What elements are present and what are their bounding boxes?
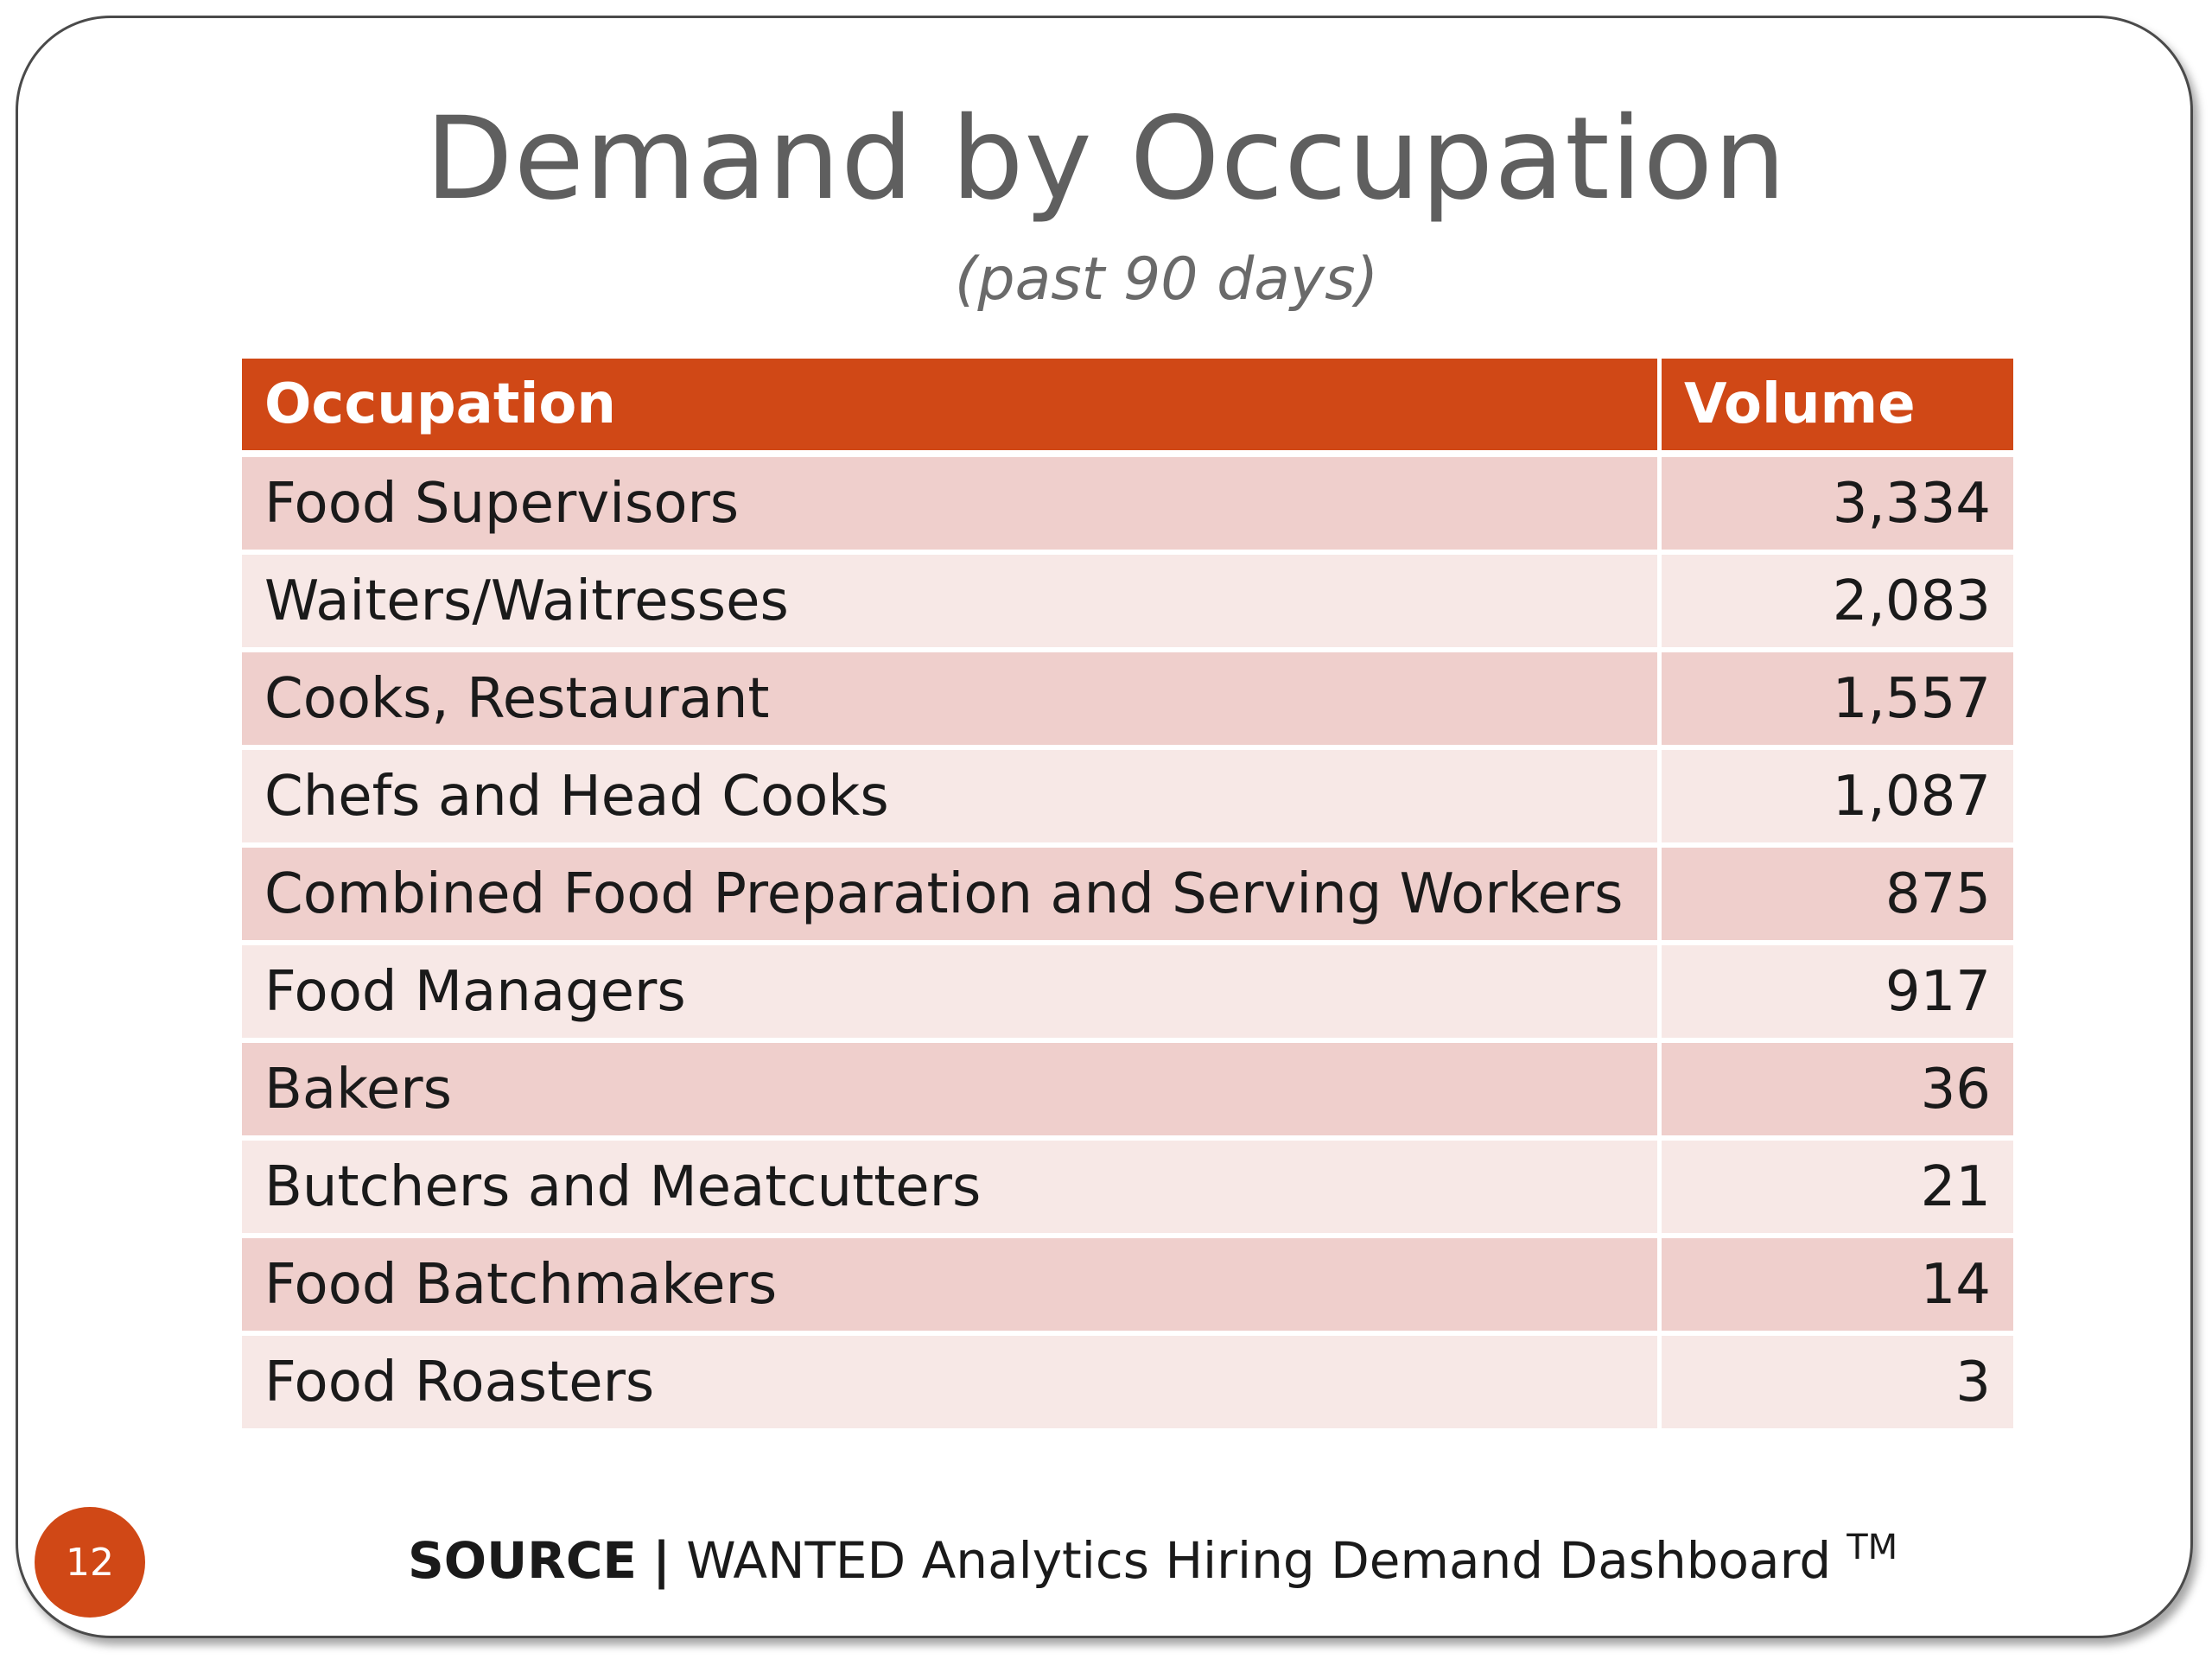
table-row — [242, 555, 2013, 652]
table-row — [242, 652, 2013, 750]
table-row — [242, 457, 2013, 555]
table-row — [242, 945, 2013, 1043]
table-row — [242, 1043, 2013, 1141]
table-header-row — [242, 359, 2013, 457]
volume-cell: 2,083 — [1662, 555, 2013, 652]
header-occupation: Occupation — [242, 359, 1662, 457]
header-volume: Volume — [1662, 359, 2013, 457]
volume-cell: 3 — [1662, 1336, 2013, 1433]
occupation-cell: Food Supervisors — [242, 457, 1662, 555]
table-row — [242, 1141, 2013, 1238]
table-row — [242, 1238, 2013, 1336]
occupation-cell: Cooks, Restaurant — [242, 652, 1662, 750]
volume-cell: 21 — [1662, 1141, 2013, 1238]
occupation-table — [242, 359, 2013, 1433]
occupation-cell: Combined Food Preparation and Serving Workers — [242, 848, 1662, 945]
occupation-cell: Butchers and Meatcutters — [242, 1141, 1662, 1238]
occupation-cell: Food Batchmakers — [242, 1238, 1662, 1336]
occupation-cell: Waiters/Waitresses — [242, 555, 1662, 652]
volume-cell: 36 — [1662, 1043, 2013, 1141]
volume-cell: 875 — [1662, 848, 2013, 945]
volume-cell: 917 — [1662, 945, 2013, 1043]
table-row — [242, 750, 2013, 848]
volume-cell: 14 — [1662, 1238, 2013, 1336]
slide-title: Demand by Occupation — [425, 92, 1787, 226]
source-line — [408, 1528, 1897, 1590]
volume-cell: 3,334 — [1662, 457, 2013, 555]
slide-subtitle: (past 90 days) — [954, 245, 1379, 314]
occupation-cell: Food Managers — [242, 945, 1662, 1043]
table-row — [242, 1336, 2013, 1433]
source-separator: | — [652, 1531, 671, 1590]
page-number-badge: 12 — [35, 1507, 145, 1618]
table-row — [242, 848, 2013, 945]
source-label: SOURCE — [408, 1531, 638, 1590]
occupation-cell: Food Roasters — [242, 1336, 1662, 1433]
volume-cell: 1,087 — [1662, 750, 2013, 848]
volume-cell: 1,557 — [1662, 652, 2013, 750]
source-text: WANTED Analytics Hiring Demand Dashboard — [686, 1531, 1832, 1590]
occupation-cell: Chefs and Head Cooks — [242, 750, 1662, 848]
occupation-cell: Bakers — [242, 1043, 1662, 1141]
trademark-mark: TM — [1847, 1528, 1898, 1567]
